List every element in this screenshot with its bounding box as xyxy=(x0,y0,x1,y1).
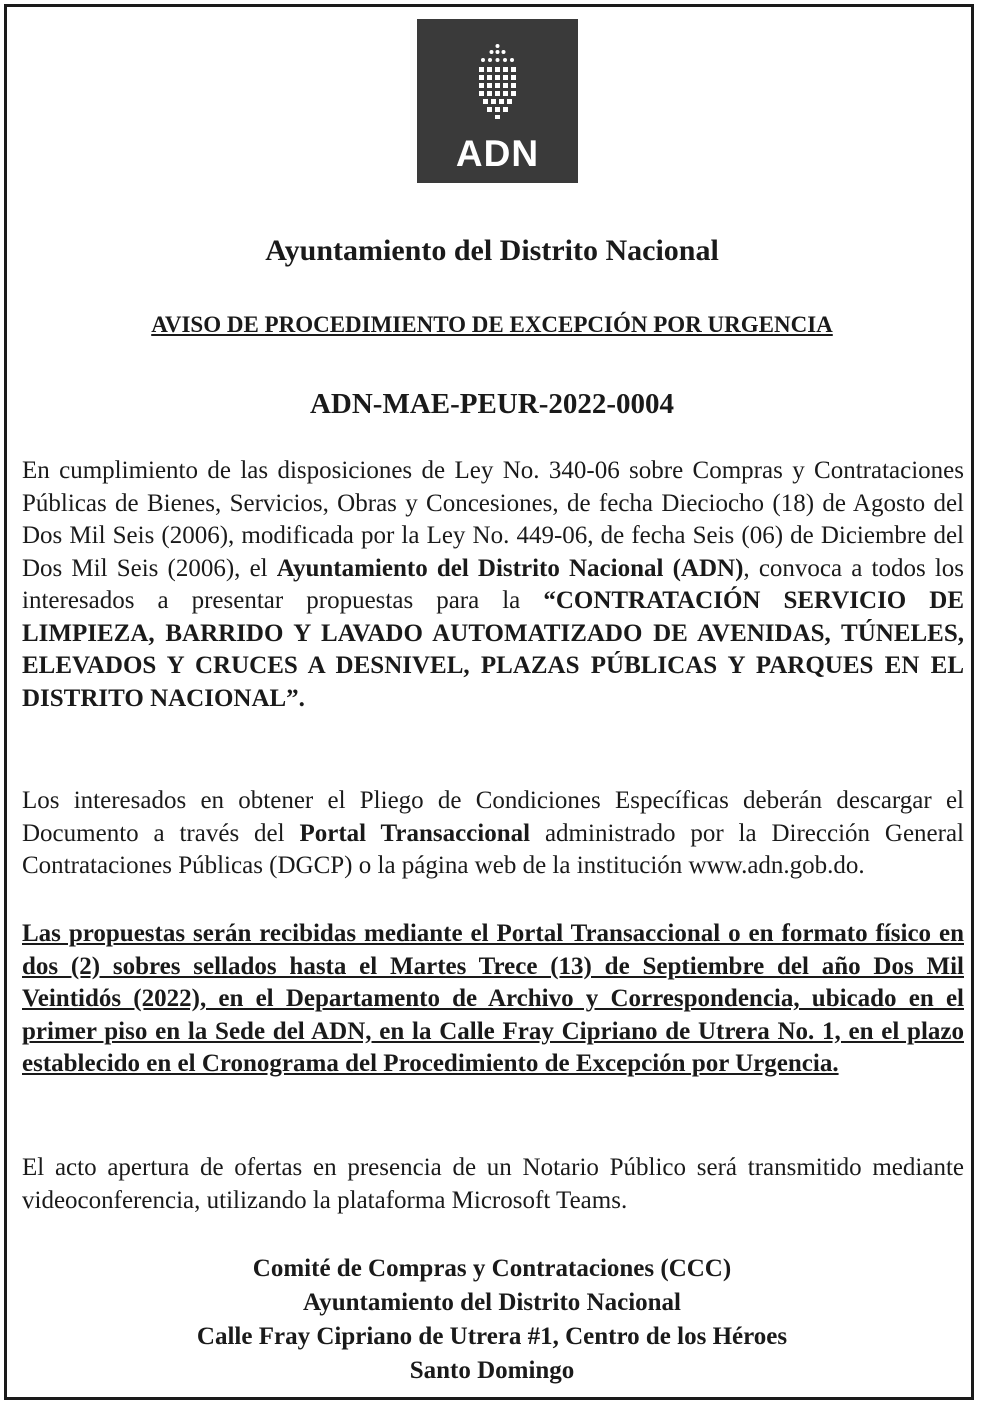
paragraph1-bold-org: Ayuntamiento del Distrito Nacional (ADN) xyxy=(276,554,744,582)
procedure-reference: ADN-MAE-PEUR-2022-0004 xyxy=(309,388,675,420)
paragraph2-bold-portal: Portal Transaccional xyxy=(299,819,531,847)
paragraph-opening-act: El acto apertura de ofertas en presencia de un Notario Público será transmitido mediante videoconferencia, utilizando la plataforma Microsoft Teams. xyxy=(22,1154,964,1214)
paragraph-download-info xyxy=(22,785,964,883)
logo-text: ADN xyxy=(455,133,540,174)
adn-logo xyxy=(417,19,578,183)
paragraph1-bold-service: “CONTRATACIÓN SERVICIO DE LIMPIEZA, BARRIDO Y LAVADO AUTOMATIZADO DE AVENIDAS, TÚNELES, ELEVADOS Y CRUCES A DESNIVEL, PLAZAS PÚBLICAS Y PARQUES EN EL DISTRITO NACIONAL”. xyxy=(22,587,964,712)
paragraph1-text-b: , convoca a todos los interesados a presentar propuestas para la xyxy=(22,554,964,614)
notice-title: AVISO DE PROCEDIMIENTO DE EXCEPCIÓN POR URGENCIA xyxy=(151,312,833,337)
signature-block xyxy=(20,1252,964,1388)
paragraph2-text-a: Los interesados en obtener el Pliego de Condiciones Específicas deberán descargar el Documento a través del xyxy=(22,787,964,847)
paragraph1-text-a: En cumplimiento de las disposiciones de Ley No. 340-06 sobre Compras y Contrataciones Públicas de Bienes, Servicios, Obras y Concesiones, de fecha Dieciocho (18) de Agosto del Dos Mil Seis (2006), modificada por la Ley No. 449-06, de fecha Seis (06) de Diciembre del Dos Mil Seis (2006), el xyxy=(22,457,964,582)
paragraph2-text-b: administrado por la Dirección General Contrataciones Públicas (DGCP) o la página web de la institución www.adn.gob.do. xyxy=(22,819,965,879)
signature-committee: Comité de Compras y Contrataciones (CCC) xyxy=(252,1255,732,1282)
paragraph-submission-deadline: Las propuestas serán recibidas mediante el Portal Transaccional o en formato físico en dos (2) sobres sellados hasta el Martes Trece (13) de Septiembre del año Dos Mil Veintidós (2022), en el Departamento de Archivo y Correspondencia, ubicado en el primer piso en la Sede del ADN, en la Calle Fray Cipriano de Utrera No. 1, en el plazo establecido en el Cronograma del Procedimiento de Excepción por Urgencia. xyxy=(22,920,964,1077)
signature-organization: Ayuntamiento del Distrito Nacional xyxy=(303,1289,681,1316)
signature-city: Santo Domingo xyxy=(409,1357,575,1384)
signature-address: Calle Fray Cipriano de Utrera #1, Centro de los Héroes xyxy=(196,1323,788,1350)
paragraph-legal-basis xyxy=(22,455,964,715)
organization-title: Ayuntamiento del Distrito Nacional xyxy=(265,234,719,267)
